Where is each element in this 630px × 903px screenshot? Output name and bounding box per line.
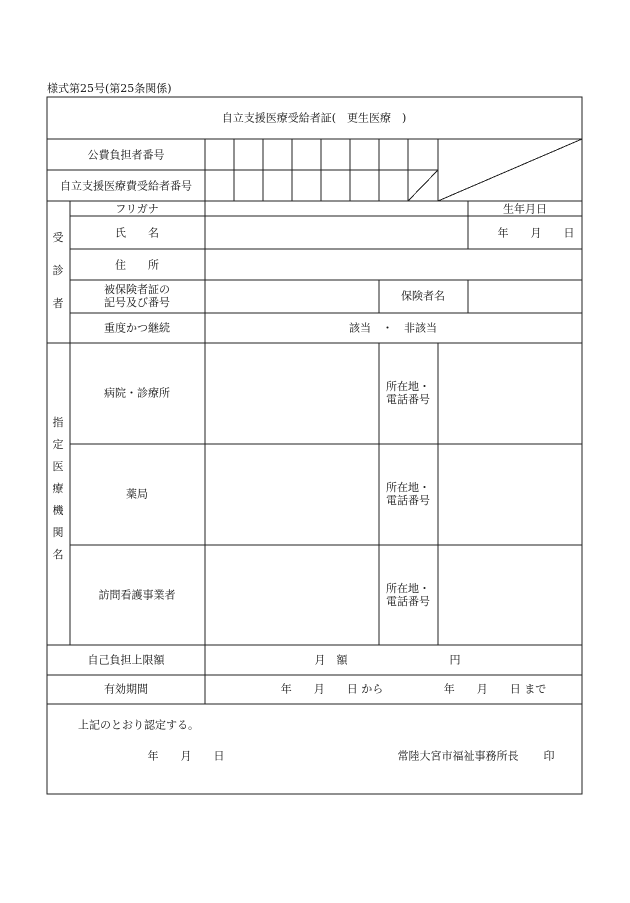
hospital-location-phone-label: 所在地・ 電話番号 bbox=[386, 380, 430, 406]
recipient-number-label: 自立支援医療費受給者番号 bbox=[60, 179, 192, 193]
patient-section-label: 受 診 者 bbox=[52, 231, 64, 310]
validity-label: 有効期間 bbox=[104, 682, 148, 696]
severe-continuation-options: 該当 ・ 非該当 bbox=[349, 321, 437, 335]
home-nursing-location-phone-label: 所在地・ 電話番号 bbox=[386, 582, 430, 608]
certificate-title: 自立支援医療受給者証( 更生医療 ) bbox=[221, 111, 407, 125]
certification-statement: 上記のとおり認定する。 bbox=[78, 718, 199, 732]
pharmacy-label: 薬局 bbox=[126, 487, 148, 501]
form-number: 様式第25号(第25条関係) bbox=[47, 82, 172, 95]
home-nursing-label: 訪問看護事業者 bbox=[98, 588, 176, 602]
birthdate-format: 年 月 日 bbox=[497, 226, 575, 240]
hospital-label: 病院・診療所 bbox=[104, 386, 170, 400]
copay-yen-label: 円 bbox=[449, 653, 461, 667]
institution-section-label: 指 定 医 療 機 関 名 bbox=[52, 416, 64, 561]
certification-date: 年 月 日 bbox=[147, 749, 225, 763]
validity-from: 年 月 日 から bbox=[280, 682, 384, 696]
address-label: 住 所 bbox=[115, 258, 159, 272]
name-label: 氏 名 bbox=[115, 226, 159, 240]
issuer-name: 常陸大宮市福祉事務所長 bbox=[397, 749, 519, 763]
furigana-label: フリガナ bbox=[115, 202, 159, 216]
insurer-name-label: 保険者名 bbox=[401, 289, 445, 303]
copay-limit-label: 自己負担上限額 bbox=[87, 653, 165, 667]
validity-to: 年 月 日 まで bbox=[443, 682, 547, 696]
insurance-card-label: 被保険者証の 記号及び番号 bbox=[104, 283, 170, 309]
copay-monthly-label: 月 額 bbox=[314, 653, 348, 667]
public-payer-number-label: 公費負担者番号 bbox=[87, 148, 165, 162]
birthdate-label: 生年月日 bbox=[503, 202, 547, 216]
severe-continuation-label: 重度かつ継続 bbox=[104, 321, 170, 335]
seal-mark: 印 bbox=[543, 749, 555, 763]
pharmacy-location-phone-label: 所在地・ 電話番号 bbox=[386, 481, 430, 507]
